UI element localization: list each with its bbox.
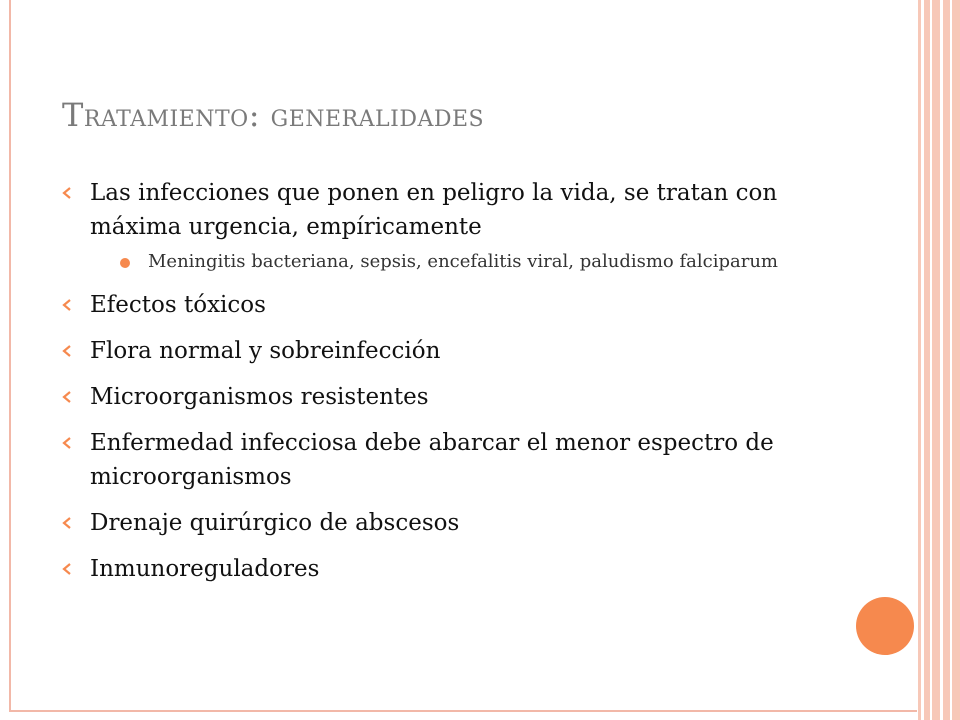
- sub-bullet-list: [90, 248, 862, 276]
- bullet-marker-icon: [62, 299, 72, 311]
- bullet-item: [62, 506, 862, 540]
- stripe: [940, 0, 943, 720]
- bullet-item: [62, 334, 862, 368]
- sub-bullet-text: Meningitis bacteriana, sepsis, encefalitis viral, paludismo falciparum: [148, 251, 778, 272]
- bullet-marker-icon: [62, 187, 72, 199]
- bullet-text: Efectos tóxicos: [90, 292, 266, 318]
- bullet-text: Inmunoreguladores: [90, 556, 320, 582]
- bullet-marker-icon: [62, 563, 72, 575]
- bullet-marker-icon: [62, 517, 72, 529]
- decorative-stripes: [918, 0, 960, 720]
- bullet-item: [62, 552, 862, 586]
- bullet-text: Las infecciones que ponen en peligro la vida, se tratan con máxima urgencia, empíricamente: [90, 180, 778, 240]
- bullet-text: Microorganismos resistentes: [90, 384, 429, 410]
- bullet-marker-icon: [62, 345, 72, 357]
- bullet-list: [62, 176, 862, 598]
- bullet-marker-icon: [62, 437, 72, 449]
- bullet-item: [62, 426, 862, 494]
- stripe: [950, 0, 952, 720]
- bullet-marker-icon: [62, 391, 72, 403]
- bullet-text: Flora normal y sobreinfección: [90, 338, 441, 364]
- decorative-circle: [856, 597, 914, 655]
- bullet-item: [62, 288, 862, 322]
- sub-bullet-item: [120, 248, 862, 276]
- slide-title: Tratamiento: generalidades: [62, 96, 485, 134]
- bullet-text: Drenaje quirúrgico de abscesos: [90, 510, 460, 536]
- stripe: [930, 0, 932, 720]
- bullet-text: Enfermedad infecciosa debe abarcar el menor espectro de microorganismos: [90, 430, 774, 490]
- bullet-item: [62, 176, 862, 276]
- stripe: [921, 0, 924, 720]
- sub-bullet-dot-icon: [120, 258, 130, 268]
- bullet-item: [62, 380, 862, 414]
